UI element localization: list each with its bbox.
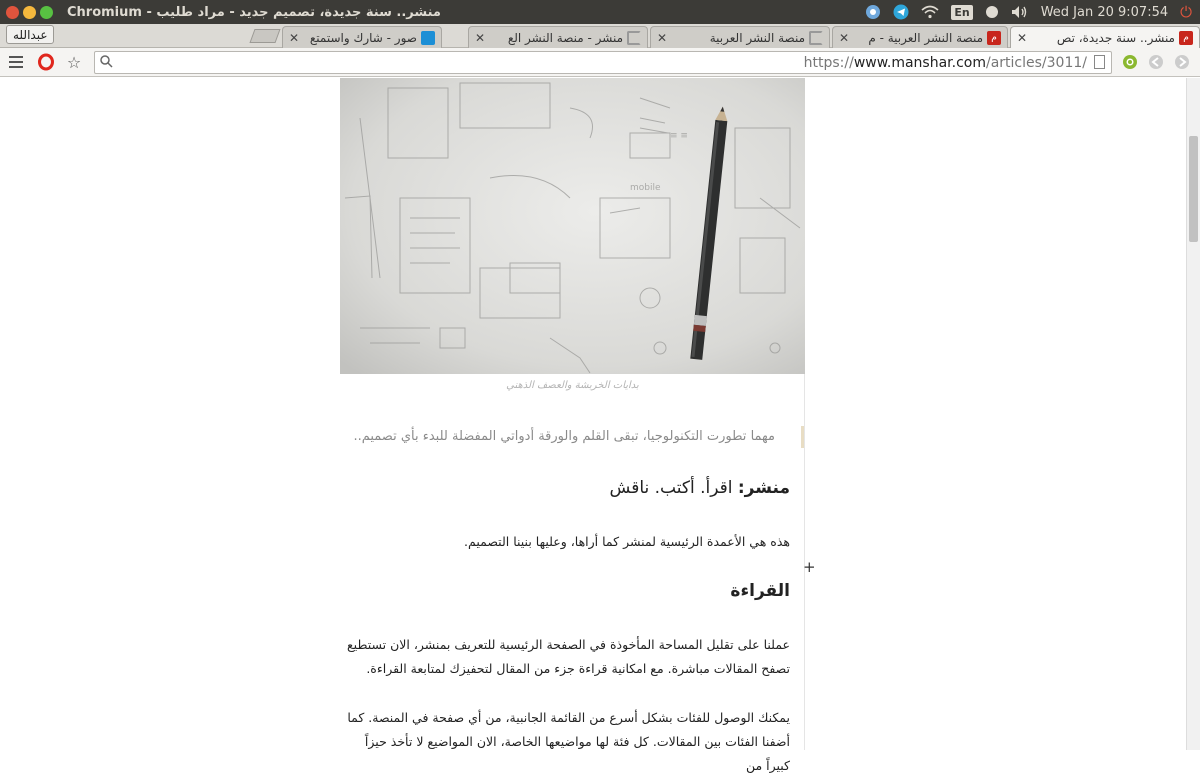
tab-title: منصة النشر العربية — [709, 30, 805, 45]
plus-icon[interactable]: + — [803, 558, 816, 576]
browser-toolbar — [0, 48, 1200, 77]
article-subheading — [340, 478, 790, 498]
system-indicators — [865, 0, 1200, 24]
tab-strip — [0, 24, 1200, 48]
back-icon[interactable] — [1146, 52, 1166, 72]
window-close-button[interactable] — [6, 6, 19, 19]
tab-title: منشر - منصة النشر الع — [507, 30, 623, 45]
page-scrollbar[interactable] — [1186, 78, 1200, 750]
section-heading-reading: القراءة — [730, 581, 790, 601]
url-path: /articles/3011/ — [986, 55, 1087, 71]
page-content — [0, 78, 1186, 773]
keyboard-language-indicator[interactable]: En — [951, 5, 972, 20]
svg-text:≡ ≡: ≡ ≡ — [670, 131, 688, 141]
forward-icon[interactable] — [1172, 52, 1192, 72]
window-title: Chromium - منشر.. سنة جديدة، تصميم جديد - مراد طليب — [67, 4, 441, 20]
clock[interactable]: Wed Jan 20 9:07:54 — [1040, 4, 1169, 20]
search-icon — [100, 55, 113, 72]
tab-title: صور - شارك واستمتع — [309, 30, 417, 45]
manshar-icon: م — [1179, 31, 1193, 45]
loading-icon — [809, 31, 823, 45]
tab-title: منشر.. سنة جديدة، تص — [1056, 31, 1175, 45]
volume-icon[interactable] — [1011, 5, 1029, 19]
bookmark-star-icon[interactable]: ☆ — [66, 52, 82, 72]
close-icon[interactable]: ✕ — [475, 30, 486, 45]
close-icon[interactable]: ✕ — [1017, 31, 1028, 45]
tab-photos[interactable] — [282, 26, 442, 48]
scrollbar-thumb[interactable] — [1189, 136, 1198, 242]
intro-paragraph: هذه هي الأعمدة الرئيسية لمنشر كما أراها، وعليها بنينا التصميم. — [464, 534, 790, 549]
tab-manshar-3[interactable] — [650, 26, 830, 48]
window-minimize-button[interactable] — [23, 6, 36, 19]
profile-button[interactable]: عبدالله — [6, 25, 54, 44]
reading-paragraph-1: عملنا على تقليل المساحة المأخوذة في الصفحة الرئيسية للتعريف بمنشر، الان تستطيع تصفح المقالات مباشرة. مع امكانية قراءة جزء من المقال لتحفيزك لمتابعة القراءة. — [347, 637, 790, 676]
extension-icon[interactable] — [1120, 52, 1140, 72]
new-tab-button[interactable] — [249, 29, 280, 43]
image-caption: بدايات الخربشة والعصف الذهني — [506, 380, 639, 391]
reading-paragraph-2: يمكنك الوصول للفئات بشكل أسرع من القائمة الجانبية، من أي صفحة في المنصة. كما أضفنا الفئات بين المقالات. كل فئة لها مواضيعها الخاصة، الان المواضيع لا تأخذ حيزاً كبيراً من — [347, 710, 790, 773]
loading-icon — [627, 31, 641, 45]
photos-icon — [421, 31, 435, 45]
hero-sketch-image — [340, 78, 805, 374]
url-scheme: https:// — [803, 55, 854, 71]
telegram-icon[interactable] — [893, 4, 909, 20]
top-panel — [0, 0, 1200, 24]
url-domain: www.manshar.com — [853, 55, 986, 71]
close-icon[interactable]: ✕ — [657, 30, 668, 45]
chromium-indicator-icon[interactable] — [865, 4, 881, 20]
page-info-icon[interactable] — [1094, 55, 1105, 69]
tab-manshar-active[interactable] — [1010, 26, 1200, 49]
window-maximize-button[interactable] — [40, 6, 53, 19]
tab-manshar-4[interactable] — [468, 26, 648, 48]
pull-quote: مهما تطورت التكنولوجيا، تبقى القلم والورقة أدواتي المفضلة للبدء بأي تصميم.. — [340, 426, 804, 448]
address-bar[interactable] — [94, 51, 1112, 74]
window-controls — [6, 6, 53, 19]
power-icon[interactable]: ⏻ — [1180, 3, 1192, 21]
brand-name: منشر: — [737, 478, 790, 498]
brand-tagline: اقرأ. أكتب. ناقش — [609, 478, 738, 498]
tab-title: منصة النشر العربية - م — [868, 30, 983, 45]
close-icon[interactable]: ✕ — [289, 30, 300, 45]
tab-manshar-2[interactable] — [832, 26, 1008, 48]
opera-icon[interactable] — [36, 52, 56, 72]
url-text — [804, 55, 1087, 71]
chat-icon[interactable] — [985, 5, 999, 19]
wifi-icon[interactable] — [921, 5, 939, 19]
svg-text:mobile: mobile — [630, 183, 661, 193]
manshar-icon: م — [987, 31, 1001, 45]
close-icon[interactable]: ✕ — [839, 30, 850, 45]
menu-icon[interactable] — [6, 52, 26, 72]
